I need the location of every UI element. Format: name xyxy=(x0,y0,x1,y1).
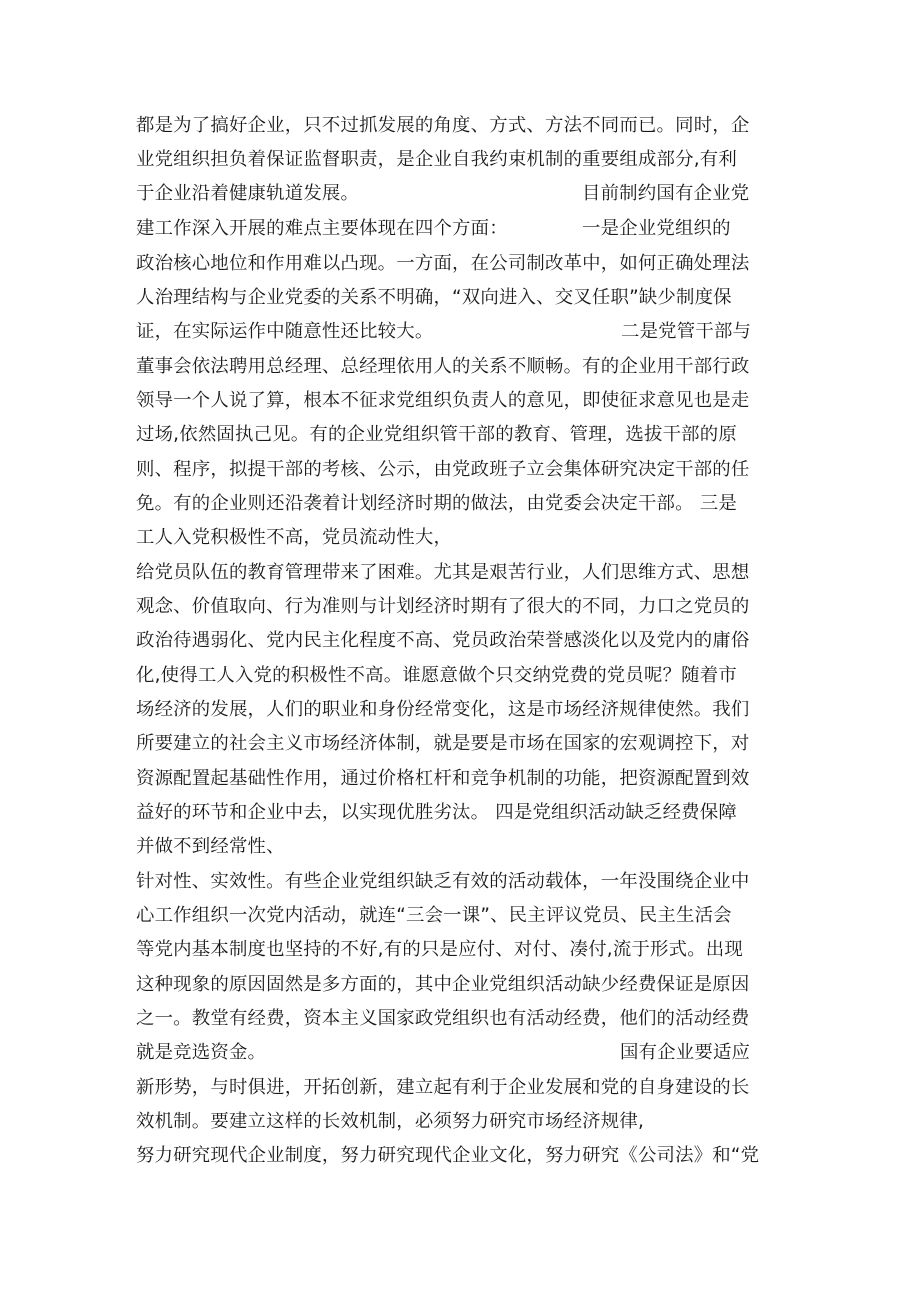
text-segment: 目前制约国有企业党 xyxy=(582,183,750,204)
text-segment: 就是竞选资金。 xyxy=(136,1042,267,1063)
text-segment: 二是党管干部与 xyxy=(621,321,752,342)
text-line: 董事会依法聘用总经理、总经理依用人的关系不顺畅。有的企业用干部行政 xyxy=(136,356,750,377)
text-line: 所要建立的社会主义市场经济体制，就是要是市场在国家的宏观调控下，对 xyxy=(136,733,750,754)
text-line: 业党组织担负着保证监督职责，是企业自我约束机制的重要组成部分,有利 xyxy=(136,149,737,170)
text-segment: 建工作深入开展的难点主要体现在四个方面： xyxy=(136,218,508,239)
text-line: 工人入党积极性不高，党员流动性大， xyxy=(136,527,453,548)
text-line: 政治待遇弱化、党内民主化程度不高、党员政治荣誉感淡化以及党内的庸俗 xyxy=(136,630,750,651)
text-line: 并做不到经常性、 xyxy=(136,836,285,857)
text-line: 努力研究现代企业制度，努力研究现代企业文化，努力研究《公司法》和“党 xyxy=(136,1145,760,1166)
text-line: 领导一个人说了算，根本不征求党组织负责人的意见，即使征求意见也是走 xyxy=(136,390,750,411)
text-line: 资源配置起基础性作用，通过价格杠杆和竞争机制的功能，把资源配置到效 xyxy=(136,768,750,789)
text-line: 效机制。要建立这样的长效机制，必须努力研究市场经济规律, xyxy=(136,1111,644,1132)
text-line: 等党内基本制度也坚持的不好,有的只是应付、对付、凑付,流于形式。出现 xyxy=(136,939,743,960)
text-segment: 于企业沿着健康轨道发展。 xyxy=(136,183,360,204)
text-line: 之一。教堂有经费，资本主义国家政党组织也有活动经费，他们的活动经费 xyxy=(136,1008,750,1029)
text-line: 益好的环节和企业中去，以实现优胜劣汰。 四是党组织活动缺乏经费保障 xyxy=(136,802,737,823)
text-line: 化,使得工人入党的积极性不高。谁愿意做个只交纳党费的党员呢？随着市 xyxy=(136,665,737,686)
text-line: 针对性、实效性。有些企业党组织缺乏有效的活动载体，一年没围绕企业中 xyxy=(136,871,750,892)
text-line: 观念、价值取向、行为准则与计划经济时期有了很大的不同，力口之党员的 xyxy=(136,596,750,617)
text-segment: 一是企业党组织的 xyxy=(582,218,731,239)
text-segment: 证，在实际运作中随意性还比较大。 xyxy=(136,321,434,342)
text-line: 心工作组织一次党内活动，就连“三会一课”、民主评议党员、民主生活会 xyxy=(136,905,732,926)
text-line: 这种现象的原因固然是多方面的，其中企业党组织活动缺少经费保证是原因 xyxy=(136,974,750,995)
text-line: 人治理结构与企业党委的关系不明确，“双向进入、交叉任职”缺少制度保 xyxy=(136,287,732,308)
text-line: 场经济的发展，人们的职业和身份经常变化，这是市场经济规律使然。我们 xyxy=(136,699,750,720)
text-line: 新形势，与时俱进，开拓创新，建立起有利于企业发展和党的自身建设的长 xyxy=(136,1077,750,1098)
text-line: 过场,依然固执己见。有的企业党组织管干部的教育、管理，选拔干部的原 xyxy=(136,424,737,445)
text-line: 都是为了搞好企业，只不过抓发展的角度、方式、方法不同而已。同时，企 xyxy=(136,115,750,136)
text-line: 政治核心地位和作用难以凸现。一方面，在公司制改革中，如何正确处理法 xyxy=(136,253,750,274)
text-segment: 国有企业要适应 xyxy=(620,1042,751,1063)
text-line: 给党员队伍的教育管理带来了困难。尤其是艰苦行业，人们思维方式、思想 xyxy=(136,562,750,583)
text-line: 免。有的企业则还沿袭着计划经济时期的做法，由党委会决定干部。 三是 xyxy=(136,493,737,514)
text-line: 则、程序，拟提干部的考核、公示，由党政班子立会集体研究决定干部的任 xyxy=(136,459,750,480)
